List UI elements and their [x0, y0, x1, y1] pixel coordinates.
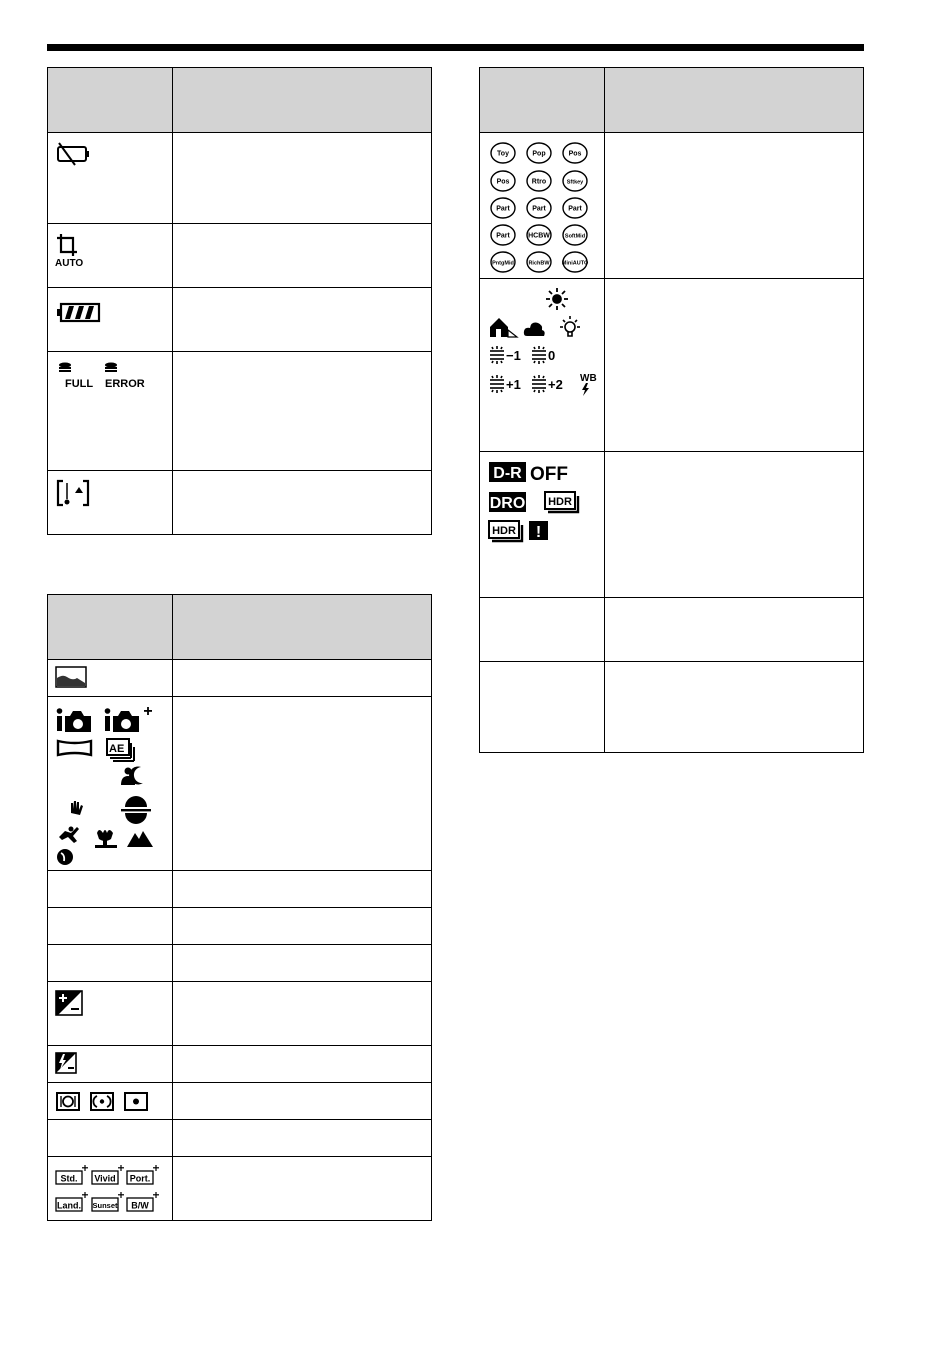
table2-row4-icon	[48, 908, 173, 945]
picture-effect-badge	[563, 225, 587, 245]
picture-effect-badge	[527, 171, 551, 191]
dro-off-label: OFF	[530, 464, 568, 485]
memory-error-label: ERROR	[105, 378, 145, 390]
table3-header-description	[605, 68, 864, 133]
table1-row3-description	[173, 288, 432, 352]
crop-auto-label: AUTO	[55, 258, 84, 268]
table3-row5-description	[605, 662, 864, 753]
picture-effect-badge	[491, 198, 515, 218]
table2-row10-description	[173, 1157, 432, 1221]
table-row	[48, 982, 432, 1046]
picture-effect-label: Pos	[496, 178, 510, 186]
wb-fluorescent-minus1-label: −1	[506, 348, 521, 363]
table1-row5-description	[173, 471, 432, 535]
style-std-label: Std.	[60, 1173, 78, 1184]
ae-label: AE	[109, 743, 125, 755]
table-row	[48, 288, 432, 352]
picture-effect-label: Rtro	[531, 178, 547, 186]
table2-row9-icon	[48, 1120, 173, 1157]
picture-effect-label: Pop	[532, 150, 546, 158]
table-row	[48, 945, 432, 982]
table-row	[480, 133, 864, 279]
table-row	[48, 908, 432, 945]
table3-row2-description	[605, 279, 864, 452]
table-row	[48, 352, 432, 471]
wb-fluorescent-0-label: 0	[548, 348, 556, 363]
picture-effect-badge	[527, 252, 551, 272]
picture-effect-label: PntgMid	[492, 260, 514, 267]
picture-effect-label: Part	[568, 205, 582, 213]
picture-effect-badge	[527, 225, 551, 245]
table-row	[48, 1083, 432, 1120]
picture-effect-badge	[491, 171, 515, 191]
creative-style-icons	[55, 1165, 159, 1215]
wb-flash-label: WB	[580, 373, 597, 384]
table1-header-icon	[48, 68, 173, 133]
picture-effect-label: Part	[496, 205, 510, 213]
picture-effect-badge	[563, 198, 587, 218]
picture-effect-badge	[527, 198, 551, 218]
table3-row3-description	[605, 452, 864, 598]
wb-fluorescent-plus2-label: +2	[548, 377, 563, 392]
style-port-label: Port.	[129, 1173, 151, 1184]
table2-row3-icon	[48, 871, 173, 908]
picture-effect-label: RichBW	[528, 260, 550, 267]
table2-row2-description	[173, 697, 432, 871]
table2-header-icon	[48, 595, 173, 660]
table1-header-description	[173, 68, 432, 133]
wb-fluorescent-plus1-label: +1	[506, 377, 521, 392]
picture-effect-label: Pos	[568, 150, 582, 158]
crop-auto-icon	[55, 232, 95, 268]
style-land-label: Land.	[57, 1200, 81, 1211]
table-row	[480, 598, 864, 662]
picture-effect-label: SoftMid	[564, 233, 586, 240]
style-bw-label: B/W	[131, 1200, 149, 1211]
table2-header-description	[173, 595, 432, 660]
icon-table-3	[479, 67, 864, 753]
picture-effect-badge	[491, 225, 515, 245]
hdr-warning-label: HDR	[492, 525, 516, 537]
histogram-icon	[55, 666, 89, 688]
table2-row1-description	[173, 660, 432, 697]
battery-full-icon	[55, 296, 105, 324]
table3-row1-description	[605, 133, 864, 279]
icon-table-2	[47, 594, 432, 1221]
table3-header-icon	[480, 68, 605, 133]
picture-effect-badge	[491, 143, 515, 163]
picture-effect-label: Part	[532, 205, 546, 213]
table1-row2-description	[173, 224, 432, 288]
table-row	[48, 471, 432, 535]
table-row	[48, 660, 432, 697]
table-row	[48, 133, 432, 224]
battery-empty-icon	[55, 141, 95, 169]
picture-effect-badge	[563, 171, 587, 191]
picture-effect-label: Toy	[497, 150, 509, 158]
exposure-compensation-icon	[55, 990, 85, 1018]
table-row	[48, 1046, 432, 1083]
picture-effect-badge	[562, 252, 589, 272]
table2-row4-description	[173, 908, 432, 945]
table1-row1-description	[173, 133, 432, 224]
picture-effect-label: HCBW	[528, 232, 550, 240]
table2-row6-description	[173, 982, 432, 1046]
table3-row4-description	[605, 598, 864, 662]
picture-effect-badge	[491, 252, 515, 272]
dro-dr-label: D-R	[493, 465, 522, 482]
table2-row9-description	[173, 1120, 432, 1157]
table-row	[480, 452, 864, 598]
memory-full-label: FULL	[65, 378, 94, 390]
table-row	[48, 871, 432, 908]
memory-full-error-icon	[55, 360, 155, 390]
picture-effect-label: MiniAUTO	[561, 260, 589, 267]
table-row	[48, 697, 432, 871]
table-row	[48, 1120, 432, 1157]
table2-row7-description	[173, 1046, 432, 1083]
table-row	[48, 224, 432, 288]
white-balance-icons	[487, 287, 599, 397]
focus-frame-icon	[55, 479, 95, 509]
flash-compensation-icon	[55, 1052, 79, 1076]
table3-row5-icon	[480, 662, 605, 753]
picture-effect-icons	[489, 141, 593, 277]
table-row	[480, 279, 864, 452]
table-row	[480, 662, 864, 753]
hdr-label: HDR	[548, 496, 572, 508]
icon-table-1	[47, 67, 432, 535]
top-rule	[47, 44, 864, 51]
picture-effect-label: Sftkey	[566, 179, 584, 186]
table2-row3-description	[173, 871, 432, 908]
picture-effect-label: Part	[496, 232, 510, 240]
picture-effect-badge	[527, 143, 551, 163]
table2-row5-icon	[48, 945, 173, 982]
hdr-warning-icon: !	[535, 524, 542, 541]
dro-label: DRO	[489, 495, 526, 512]
dro-hdr-icons	[487, 460, 599, 552]
picture-effect-badge	[563, 143, 587, 163]
metering-mode-icons	[55, 1091, 155, 1113]
table2-row5-description	[173, 945, 432, 982]
table3-row4-icon	[480, 598, 605, 662]
table1-row4-description	[173, 352, 432, 471]
style-sunset-label: Sunset	[92, 1201, 118, 1210]
style-vivid-label: Vivid	[94, 1173, 116, 1184]
table-row	[48, 1157, 432, 1221]
scene-mode-icons	[55, 705, 167, 867]
table2-row8-description	[173, 1083, 432, 1120]
